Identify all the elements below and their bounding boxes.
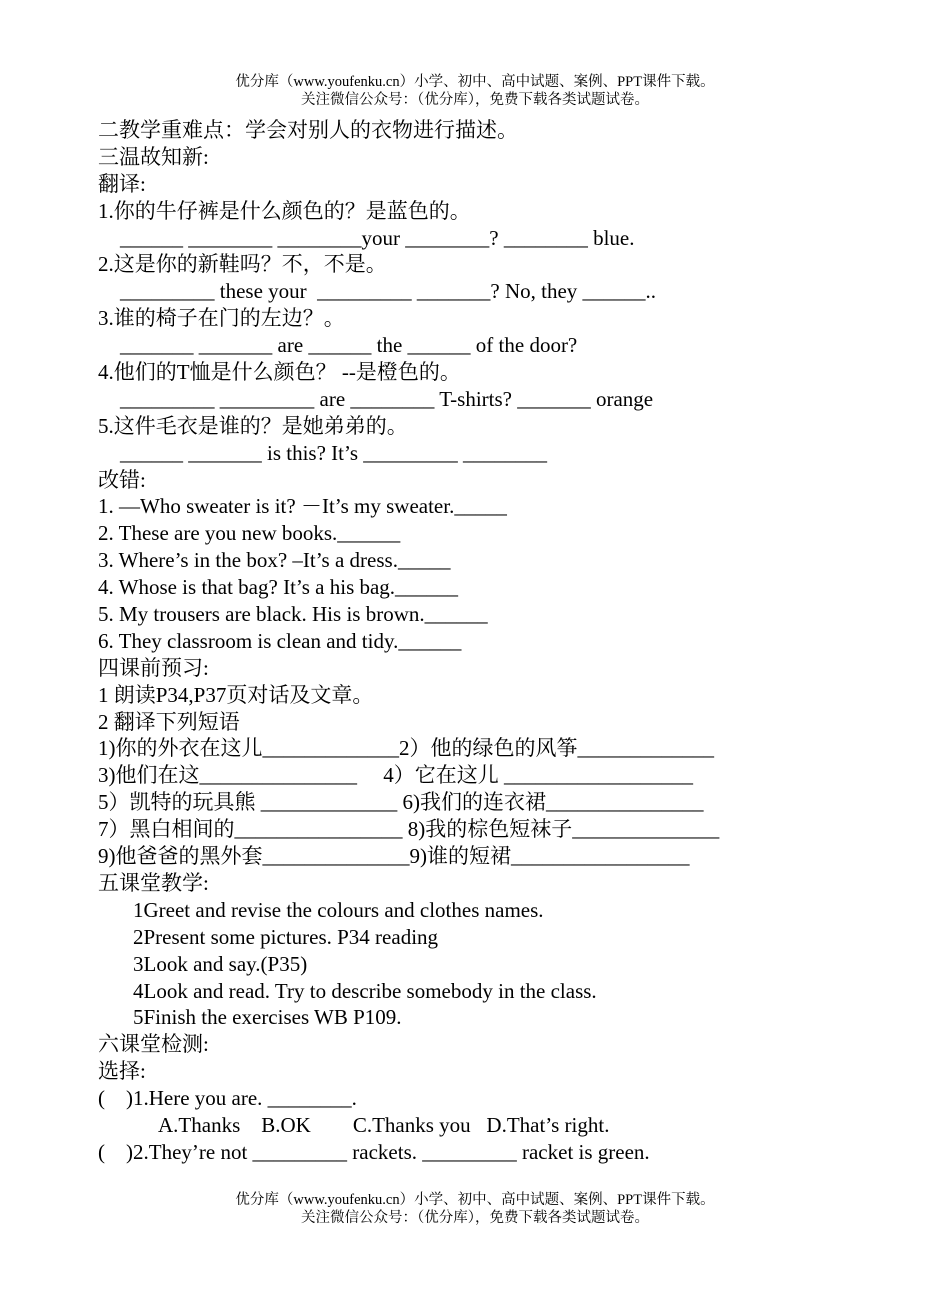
- phrase-row: 9)他爸爸的黑外套______________9)谁的短裙_________________: [98, 844, 690, 869]
- translate-answer-blanks: ______ ________ ________your ________? ________ blue.: [120, 225, 635, 250]
- choice-options-1: A.Thanks B.OK C.Thanks you D.That’s right.: [158, 1112, 610, 1137]
- choice-question-2: ( )2.They’re not _________ rackets. _________ racket is green.: [98, 1139, 650, 1164]
- page-footer: [0, 1191, 950, 1227]
- translate-question: 4.他们的T恤是什么颜色？ --是橙色的。: [98, 360, 461, 385]
- section-title-teaching: 五课堂教学:: [98, 870, 209, 895]
- header-line-1: 优分库（www.youfenku.cn）小学、初中、高中试题、案例、PPT课件下载。: [235, 74, 715, 90]
- translate-answer-blanks: _________ _________ are ________ T-shirts? _______ orange: [120, 386, 654, 411]
- phrase-row: 3)他们在这_______________ 4）它在这儿 __________________: [98, 763, 693, 788]
- correction-item: 2. These are you new books.______: [98, 521, 401, 546]
- section-title-preview: 四课前预习:: [98, 655, 209, 680]
- section-title-review: 三温故知新:: [98, 144, 209, 169]
- section-title-test: 六课堂检测:: [98, 1032, 209, 1057]
- key-points: 二教学重难点：学会对别人的衣物进行描述。: [98, 118, 518, 142]
- translate-question: 1.你的牛仔裤是什么颜色的？是蓝色的。: [98, 198, 471, 223]
- preview-item: 1 朗读P34,P37页对话及文章。: [98, 682, 374, 707]
- header-line-2: 关注微信公众号：（优分库），免费下载各类试题试卷。: [301, 92, 649, 108]
- translate-question: 2.这是你的新鞋吗？不，不是。: [98, 252, 387, 277]
- phrase-row: 1)你的外衣在这儿_____________2）他的绿色的风筝_____________: [98, 736, 714, 761]
- subsection-title-choice: 选择:: [98, 1059, 146, 1084]
- translate-answer-blanks: _________ these your _________ _______? No, they ______..: [120, 279, 657, 304]
- subsection-title-correction: 改错:: [98, 467, 146, 492]
- phrase-row: 5）凯特的玩具熊 _____________ 6)我们的连衣裙_______________: [98, 790, 704, 815]
- subsection-title-translate: 翻译:: [98, 171, 146, 196]
- translate-question: 5.这件毛衣是谁的？是她弟弟的。: [98, 413, 408, 438]
- document-body: [98, 117, 898, 1166]
- translate-answer-blanks: ______ _______ is this? It’s _________ ________: [120, 440, 548, 465]
- teaching-step: 2Present some pictures. P34 reading: [133, 924, 439, 949]
- phrase-row: 7）黑白相间的________________ 8)我的棕色短袜子______________: [98, 817, 720, 842]
- choice-question-1: ( )1.Here you are. ________.: [98, 1086, 357, 1111]
- page-header: [0, 73, 950, 109]
- translate-answer-blanks: _______ _______ are ______ the ______ of the door?: [120, 333, 578, 358]
- correction-item: 1. —Who sweater is it? －It’s my sweater._____: [98, 494, 507, 519]
- teaching-step: 1Greet and revise the colours and clothes names.: [133, 897, 544, 922]
- correction-item: 6. They classroom is clean and tidy.______: [98, 628, 462, 653]
- teaching-step: 4Look and read. Try to describe somebody in the class.: [133, 978, 597, 1003]
- footer-line-2: 关注微信公众号：（优分库），免费下载各类试题试卷。: [301, 1210, 649, 1226]
- correction-item: 5. My trousers are black. His is brown.______: [98, 602, 488, 627]
- footer-line-1: 优分库（www.youfenku.cn）小学、初中、高中试题、案例、PPT课件下载。: [235, 1192, 715, 1208]
- preview-item: 2 翻译下列短语: [98, 709, 240, 734]
- teaching-step: 3Look and say.(P35): [133, 951, 308, 976]
- translate-question: 3.谁的椅子在门的左边？。: [98, 306, 345, 331]
- correction-item: 3. Where’s in the box? –It’s a dress._____: [98, 548, 451, 573]
- teaching-step: 5Finish the exercises WB P109.: [133, 1005, 402, 1030]
- correction-item: 4. Whose is that bag? It’s a his bag.______: [98, 575, 459, 600]
